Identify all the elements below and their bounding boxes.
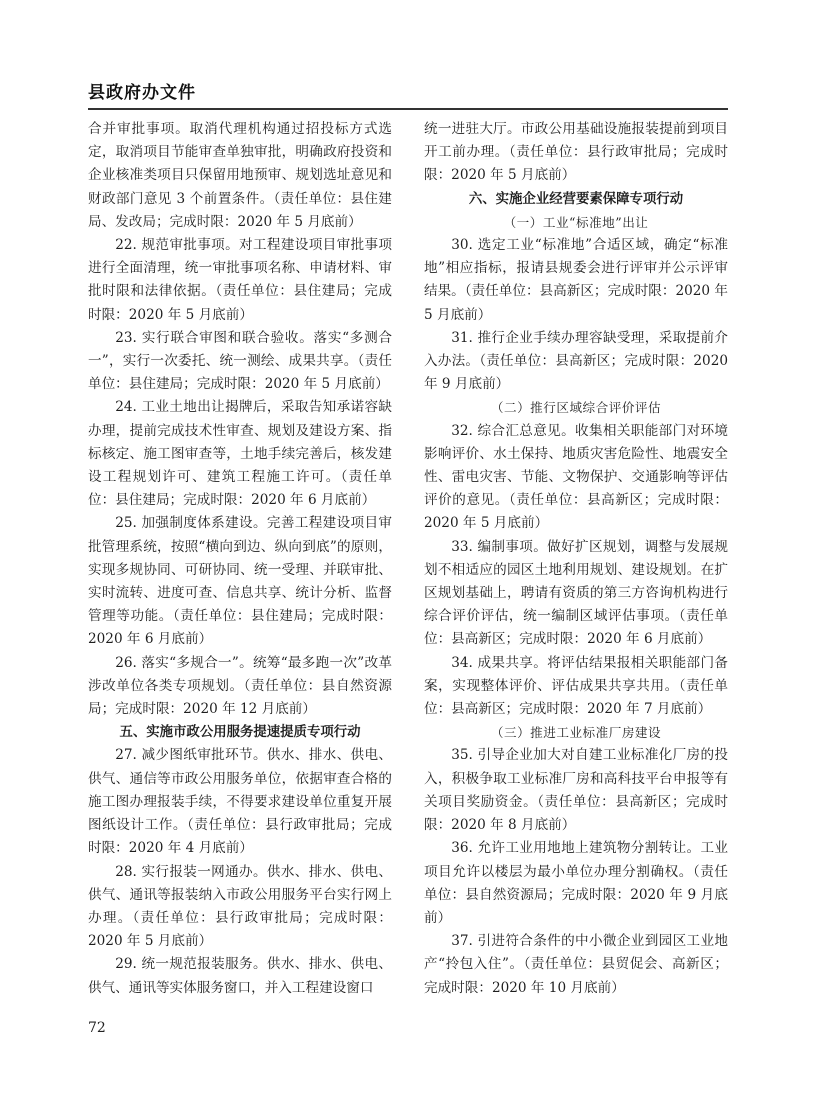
section-heading: 六、实施企业经营要素保障专项行动 xyxy=(468,191,684,207)
section-heading: 五、实施市政公用服务提速提质专项行动 xyxy=(119,725,361,741)
paragraph: 统一进驻大厅。市政公用基础设施报装提前到项目开工前办理。（责任单位：县行政审批局；完成时限：2020 年 5 月底前） xyxy=(424,121,728,184)
paragraph: 36. 允许工业用地地上建筑物分割转让。工业项目允许以楼层为最小单位办理分割确权。（责任单位：县自然资源局；完成时限：2020 年 9 月底前） xyxy=(424,840,728,926)
paragraph: 30. 选定工业“标准地”合适区域，确定“标准地”相应指标，报请县规委会进行评审并公示评审结果。（责任单位：县高新区；完成时限：2020 年 5 月底前） xyxy=(424,237,728,323)
paragraph: 37. 引进符合条件的中小微企业到园区工业地产“拎包入住”。（责任单位：县贸促会、高新区；完成时限：2020 年 10 月底前） xyxy=(424,933,728,996)
paragraph: 25. 加强制度体系建设。完善工程建设项目审批管理系统，按照“横向到边、纵向到底”的原则，实现多规协同、可研协同、统一受理、并联审批、实时流转、进度可查、信息共享、统计分析、监督管理等功能。（责任单位：县住建局；完成时限：2020 年 6 月底前） xyxy=(88,515,392,648)
header-rule xyxy=(88,108,728,110)
left-column xyxy=(88,118,392,1000)
paragraph: 23. 实行联合审图和联合验收。落实“多测合一”，实行一次委托、统一测绘、成果共享。（责任单位：县住建局；完成时限：2020 年 5 月底前） xyxy=(88,329,392,393)
subsection-heading: （一）工业“标准地”出让 xyxy=(503,214,649,230)
paragraph: 28. 实行报装一网通办。供水、排水、供电、供气、通讯等报装纳入市政公用服务平台实行网上办理。（责任单位：县行政审批局；完成时限：2020 年 5 月底前） xyxy=(88,863,392,950)
right-column xyxy=(424,118,728,1000)
paragraph: 31. 推行企业手续办理容缺受理，采取提前介入办法。（责任单位：县高新区；完成时限：2020 年 9 月底前） xyxy=(424,329,728,393)
paragraph: 32. 综合汇总意见。收集相关职能部门对环境影响评价、水土保持、地质灾害危险性、地震安全性、雷电灾害、节能、文物保护、交通影响等评估评价的意见。（责任单位：县高新区；完成时限：2020 年 5 月底前） xyxy=(424,422,728,532)
paragraph: 22. 规范审批事项。对工程建设项目审批事项进行全面清理，统一审批事项名称、申请材料、审批时限和法律依据。（责任单位：县住建局；完成时限：2020 年 5 月底前） xyxy=(88,237,392,323)
paragraph: 合并审批事项。取消代理机构通过招投标方式选定，取消项目节能审查单独审批，明确政府投资和企业核准类项目只保留用地预审、规划选址意见和财政部门意见 3 个前置条件。（责任单位：县住建局、发改局；完成时限：2020 年 5 月底前） xyxy=(88,121,392,230)
paragraph: 26. 落实“多规合一”。统筹“最多跑一次”改革涉改单位各类专项规划。（责任单位：县自然资源局；完成时限：2020 年 12 月底前） xyxy=(88,654,392,718)
page-number: 72 xyxy=(88,1020,106,1036)
subsection-heading: （二）推行区域综合评价评估 xyxy=(490,400,662,416)
running-header: 县政府办文件 xyxy=(88,83,196,103)
subsection-heading: （三）推进工业标准厂房建设 xyxy=(490,725,662,741)
paragraph: 24. 工业土地出让揭牌后，采取告知承诺容缺办理，提前完成技术性审查、规划及建设方案、指标核定、施工图审查等，土地手续完善后，核发建设工程规划许可、建筑工程施工许可。（责任单位：县住建局；完成时限：2020 年 6 月底前） xyxy=(88,399,392,509)
paragraph: 35. 引导企业加大对自建工业标准化厂房的投入，积极争取工业标准厂房和高科技平台申报等有关项目奖励资金。（责任单位：县高新区；完成时限：2020 年 8 月底前） xyxy=(424,747,728,834)
paragraph: 33. 编制事项。做好扩区规划，调整与发展规划不相适应的园区土地利用规划、建设规划。在扩区规划基础上，聘请有资质的第三方咨询机构进行综合评价评估，统一编制区域评估事项。（责任单位：县高新区；完成时限：2020 年 6 月底前） xyxy=(424,538,728,648)
paragraph: 27. 减少图纸审批环节。供水、排水、供电、供气、通信等市政公用服务单位，依据审查合格的施工图办理报装手续，不得要求建设单位重复开展图纸设计工作。（责任单位：县行政审批局；完成时限：2020 年 4 月底前） xyxy=(88,747,392,857)
paragraph: 29. 统一规范报装服务。供水、排水、供电、供气、通讯等实体服务窗口，并入工程建设窗口 xyxy=(88,956,392,996)
paragraph: 34. 成果共享。将评估结果报相关职能部门备案，实现整体评价、评估成果共享共用。（责任单位：县高新区；完成时限：2020 年 7 月底前） xyxy=(424,654,728,718)
